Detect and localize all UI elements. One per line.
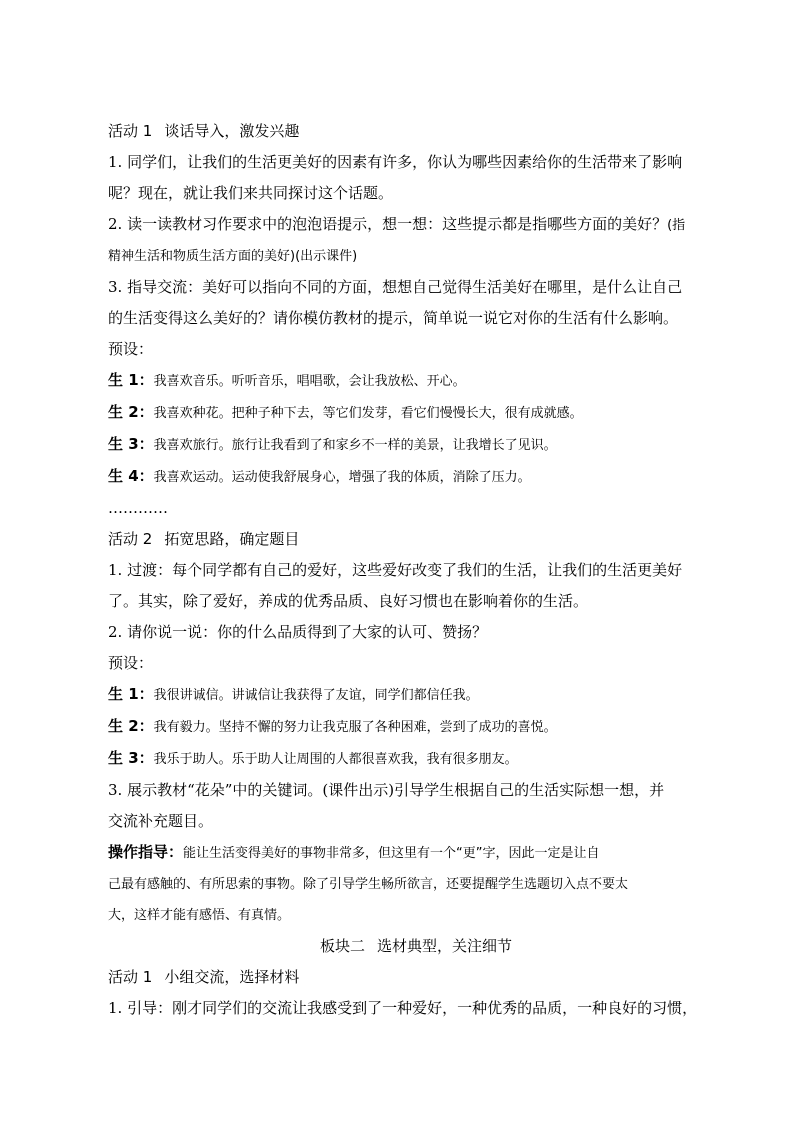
question-3-line-1: 3. 展示教材“花朵”中的关键词。(课件出示)引导学生根据自己的生活实际想一想，并 [108,781,665,799]
preset-label-2: 预设： [108,654,154,672]
guide-line-1 [108,837,724,869]
paragraph-2-line-1 [108,209,724,241]
student-text: 我喜欢种花。把种子种下去，等它们发芽，看它们慢慢长大，很有成就感。 [153,406,583,421]
ellipsis: ………… [108,499,168,517]
guide-intro-line-1: 1. 引导：刚才同学们的交流让我感受到了一种爱好，一种优秀的品质，一种良好的习惯， [108,999,698,1017]
student-answer-2 [108,397,724,429]
preset-label-1: 预设： [108,340,154,358]
activity-label: 活动 1 [108,122,153,140]
paragraph-3-line-2: 的生活变得这么美好的？请你模仿教材的提示，简单说一说它对你的生活有什么影响。 [108,309,679,327]
student-label: 生 3： [108,435,154,453]
student-text: 我喜欢运动。运动使我舒展身心，增强了我的体质，消除了压力。 [153,470,531,485]
student-label: 生 1： [108,685,154,703]
activity-b1-title [108,962,724,993]
paragraph-2-main: 2. 读一读教材习作要求中的泡泡语提示，想一想：这些提示都是指哪些方面的美好？ [108,215,668,233]
paragraph-2-line-2: 精神生活和物质生活方面的美好)(出示课件) [108,249,358,264]
guide-line-2: 己最有感触的、有所思索的事物。除了引导学生畅所欲言，还要提醒学生选题切入点不要太 [108,877,629,892]
student-answer-1 [108,365,724,397]
section-title-text: 选材典型，关注细节 [377,937,513,955]
activity-2-title [108,524,724,555]
student-label: 生 3： [108,749,154,767]
guide-line-3: 大，这样才能有感悟、有真情。 [108,908,291,923]
paragraph-1-line-1: 1. 同学们，让我们的生活更美好的因素有许多，你认为哪些因素给你的生活带来了影响 [108,153,683,171]
transition-line-1: 1. 过渡：每个同学都有自己的爱好，这些爱好改变了我们的生活，让我们的生活更美好 [108,561,683,579]
activity-title-text: 谈话导入，激发兴趣 [164,122,300,140]
activity-label: 活动 1 [108,968,153,986]
student-label: 生 1： [108,371,154,389]
student-answer-3 [108,429,724,461]
activity-1-title [108,116,724,147]
question-2: 2. 请你说一说：你的什么品质得到了大家的认可、赞扬？ [108,623,488,641]
student-answer-7 [108,743,724,775]
activity-label: 活动 2 [108,530,153,548]
activity-title-text: 小组交流，选择材料 [164,968,300,986]
document-body [108,116,724,1024]
student-text: 我很讲诚信。讲诚信让我获得了友谊，同学们都信任我。 [153,688,479,703]
guide-text: 能让生活变得美好的事物非常多，但这里有一个“更”字，因此一定是让自 [183,846,600,861]
student-text: 我有毅力。坚持不懈的努力让我克服了各种困难，尝到了成功的喜悦。 [153,720,557,735]
student-label: 生 4： [108,467,154,485]
student-text: 我喜欢音乐。听听音乐，唱唱歌，会让我放松、开心。 [153,374,466,389]
section-label: 板块二 [319,937,365,955]
paragraph-1-line-2: 呢？现在，就让我们来共同探讨这个话题。 [108,184,394,202]
paragraph-3-line-1: 3. 指导交流：美好可以指向不同的方面，想想自己觉得生活美好在哪里，是什么让自己 [108,278,683,296]
transition-line-2: 了。其实，除了爱好，养成的优秀品质、良好习惯也在影响着你的生活。 [108,592,589,610]
student-label: 生 2： [108,403,154,421]
question-3-line-2: 交流补充题目。 [108,812,214,830]
student-answer-4 [108,461,724,493]
activity-title-text: 拓宽思路，确定题目 [164,530,300,548]
student-text: 我喜欢旅行。旅行让我看到了和家乡不一样的美景，让我增长了见识。 [153,438,557,453]
student-label: 生 2： [108,717,154,735]
student-answer-6 [108,711,724,743]
guide-label: 操作指导： [108,843,184,861]
paragraph-2-note: (指 [667,218,686,233]
student-answer-5 [108,679,724,711]
student-text: 我乐于助人。乐于助人让周围的人都很喜欢我，我有很多朋友。 [153,752,518,767]
section-2-title [108,931,724,962]
